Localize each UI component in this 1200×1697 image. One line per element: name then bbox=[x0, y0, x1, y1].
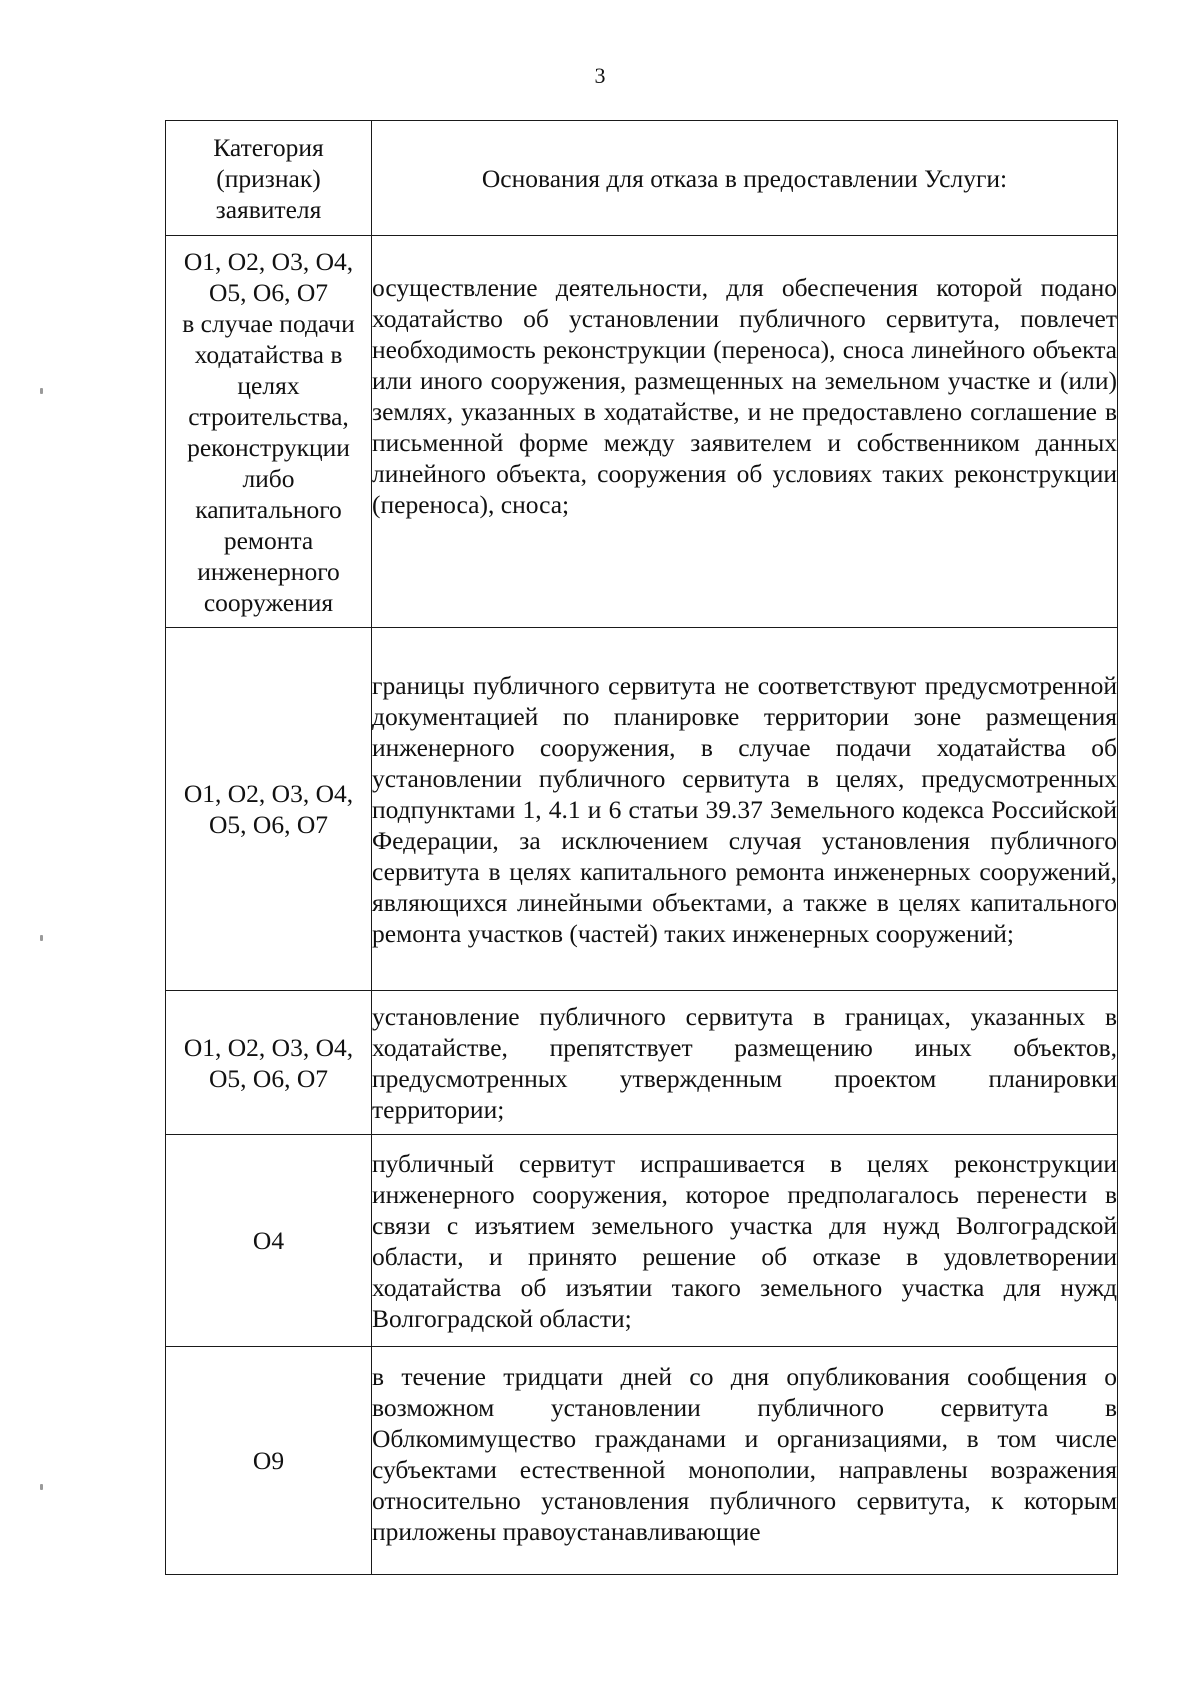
table-row bbox=[166, 1347, 1118, 1575]
scan-speck bbox=[40, 935, 43, 941]
category-line: О1, О2, О3, О4, bbox=[183, 246, 354, 276]
reason-cell bbox=[372, 1347, 1118, 1575]
category-line: О4 bbox=[252, 1226, 285, 1255]
category-cell bbox=[166, 628, 372, 991]
header-reason-cell bbox=[372, 121, 1118, 236]
header-category-text bbox=[166, 132, 371, 225]
category-line: О5, О6, О7 bbox=[209, 1063, 328, 1093]
category-line: реконструкции bbox=[187, 432, 350, 462]
reason-cell bbox=[372, 236, 1118, 628]
category-line: ходатайства в bbox=[194, 339, 343, 369]
header-category-cell bbox=[166, 121, 372, 236]
category-line: ремонта bbox=[223, 525, 314, 555]
header-reason-text: Основания для отказа в предоставлении Услуги: bbox=[481, 163, 1008, 193]
category-line: целях bbox=[237, 370, 300, 400]
category-cell bbox=[166, 236, 372, 628]
reason-text: в течение тридцати дней со дня опубликования сообщения о возможном установлении публичного сервитута в Облкомимущество гражданами и организациями, в том числе субъектами естественной монополии, направлены возражения относительно установления публичного сервитута, к которым приложены правоустанавливающие bbox=[372, 1362, 1117, 1546]
reason-cell bbox=[372, 991, 1118, 1135]
reason-cell bbox=[372, 628, 1118, 991]
category-line: О5, О6, О7 bbox=[209, 277, 328, 307]
reason-cell bbox=[372, 1135, 1118, 1347]
header-category-line: заявителя bbox=[215, 194, 322, 224]
category-cell bbox=[166, 1135, 372, 1347]
category-line: О1, О2, О3, О4, bbox=[183, 779, 354, 808]
table-row bbox=[166, 1135, 1118, 1347]
category-line: либо bbox=[242, 463, 295, 493]
header-category-line: (признак) bbox=[216, 163, 321, 193]
category-line: О1, О2, О3, О4, bbox=[183, 1032, 354, 1062]
category-line: капитального bbox=[195, 494, 342, 524]
category-line: строительства, bbox=[188, 401, 349, 431]
table-row bbox=[166, 628, 1118, 991]
reason-text: границы публичного сервитута не соответствуют предусмотренной документацией по планировке территории зоне размещения инженерного сооружения, в случае подачи ходатайства об установлении публичного сервитута в целях, предусмотренных подпунктами 1, 4.1 и 6 статьи 39.37 Земельного кодекса Российской Федерации, за исключением случая установления публичного сервитута в целях капитального ремонта инженерных сооружений, являющихся линейными объектами, а также в целях капитального ремонта участков (частей) таких инженерных сооружений; bbox=[372, 670, 1117, 948]
refusal-grounds-table bbox=[165, 120, 1118, 1575]
category-line: О5, О6, О7 bbox=[209, 810, 328, 839]
reason-text: публичный сервитут испрашивается в целях реконструкции инженерного сооружения, которое предполагалось перенести в связи с изъятием земельного участка для нужд Волгоградской области, и принято решение об отказе в удовлетворении ходатайства об изъятии такого земельного участка для нужд Волгоградской области; bbox=[372, 1148, 1117, 1333]
header-category-line: Категория bbox=[213, 132, 324, 162]
category-line: инженерного bbox=[197, 556, 340, 586]
reason-text: установление публичного сервитута в границах, указанных в ходатайстве, препятствует размещению иных объектов, предусмотренных утвержденным проектом планировки территории; bbox=[372, 1001, 1117, 1124]
reason-text: осуществление деятельности, для обеспечения которой подано ходатайство об установлении публичного сервитута, повлечет необходимость реконструкции (переноса), сноса линейного объекта или иного сооружения, размещенных на земельном участке и (или) землях, указанных в ходатайстве, и не предоставлено соглашение в письменной форме между заявителем и собственником данных линейного объекта, сооружения об условиях таких реконструкции (переноса), сноса; bbox=[372, 273, 1117, 519]
category-line: в случае подачи bbox=[182, 308, 355, 338]
category-line: О9 bbox=[252, 1446, 285, 1475]
table-row bbox=[166, 991, 1118, 1135]
page-number: 3 bbox=[594, 63, 606, 88]
category-cell bbox=[166, 991, 372, 1135]
category-line: сооружения bbox=[203, 587, 334, 617]
category-cell bbox=[166, 1347, 372, 1575]
scan-speck bbox=[40, 1484, 43, 1490]
scan-speck bbox=[40, 388, 43, 394]
table-header-row bbox=[166, 121, 1118, 236]
table-row bbox=[166, 236, 1118, 628]
